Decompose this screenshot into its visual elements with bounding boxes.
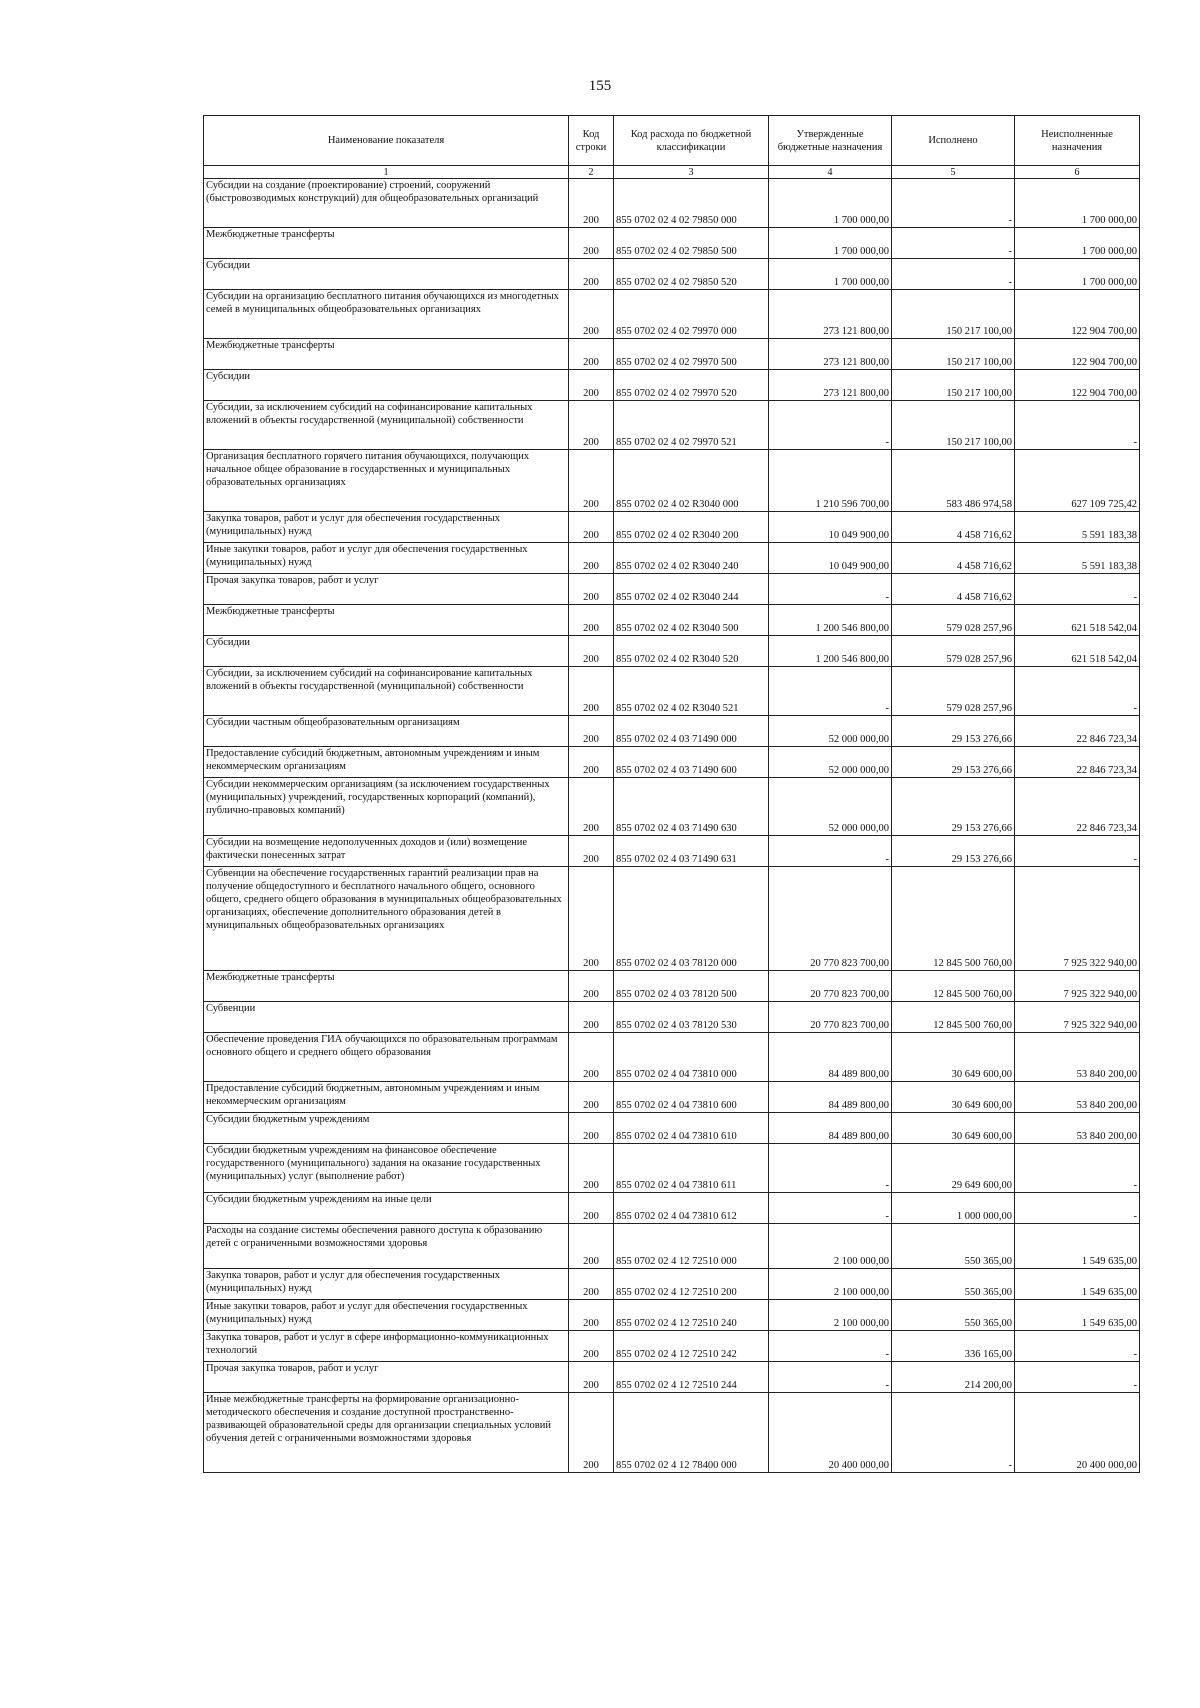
approved-amount-cell: - xyxy=(769,1362,892,1393)
line-code-cell: 200 xyxy=(569,716,614,747)
budget-code-cell: 855 0702 02 4 02 79850 520 xyxy=(614,259,769,290)
line-code-cell: 200 xyxy=(569,1082,614,1113)
approved-amount-cell: 10 049 900,00 xyxy=(769,512,892,543)
executed-amount-cell: - xyxy=(892,259,1015,290)
executed-amount-cell: 30 649 600,00 xyxy=(892,1113,1015,1144)
unexecuted-amount-cell: - xyxy=(1015,574,1140,605)
line-code-cell: 200 xyxy=(569,1033,614,1082)
unexecuted-amount-cell: 621 518 542,04 xyxy=(1015,636,1140,667)
table-row xyxy=(204,179,1140,228)
table-row xyxy=(204,1331,1140,1362)
budget-code-cell: 855 0702 02 4 02 R3040 000 xyxy=(614,450,769,512)
executed-amount-cell: - xyxy=(892,179,1015,228)
approved-amount-cell: 84 489 800,00 xyxy=(769,1033,892,1082)
indicator-name-cell: Иные закупки товаров, работ и услуг для обеспечения государственных (муниципальных) нужд xyxy=(204,543,569,574)
indicator-name-cell: Обеспечение проведения ГИА обучающихся по образовательным программам основного общего и среднего общего образования xyxy=(204,1033,569,1082)
unexecuted-amount-cell: - xyxy=(1015,401,1140,450)
line-code-cell: 200 xyxy=(569,971,614,1002)
indicator-name-cell: Закупка товаров, работ и услуг для обеспечения государственных (муниципальных) нужд xyxy=(204,512,569,543)
line-code-cell: 200 xyxy=(569,401,614,450)
unexecuted-amount-cell: 1 700 000,00 xyxy=(1015,259,1140,290)
column-number: 2 xyxy=(569,166,614,179)
line-code-cell: 200 xyxy=(569,450,614,512)
approved-amount-cell: 1 200 546 800,00 xyxy=(769,605,892,636)
unexecuted-amount-cell: - xyxy=(1015,1362,1140,1393)
executed-amount-cell: 12 845 500 760,00 xyxy=(892,867,1015,971)
executed-amount-cell: 550 365,00 xyxy=(892,1224,1015,1269)
executed-amount-cell: 579 028 257,96 xyxy=(892,636,1015,667)
table-row xyxy=(204,450,1140,512)
budget-code-cell: 855 0702 02 4 12 78400 000 xyxy=(614,1393,769,1473)
indicator-name-cell: Прочая закупка товаров, работ и услуг xyxy=(204,574,569,605)
executed-amount-cell: 336 165,00 xyxy=(892,1331,1015,1362)
header-name: Наименование показателя xyxy=(204,116,569,166)
header-approved: Утвержденные бюджетные назначения xyxy=(769,116,892,166)
indicator-name-cell: Субсидии, за исключением субсидий на софинансирование капитальных вложений в объекты государственной (муниципальной) собственности xyxy=(204,401,569,450)
line-code-cell: 200 xyxy=(569,605,614,636)
unexecuted-amount-cell: 1 549 635,00 xyxy=(1015,1269,1140,1300)
executed-amount-cell: 214 200,00 xyxy=(892,1362,1015,1393)
executed-amount-cell: 29 649 600,00 xyxy=(892,1144,1015,1193)
budget-code-cell: 855 0702 02 4 02 R3040 240 xyxy=(614,543,769,574)
executed-amount-cell: 4 458 716,62 xyxy=(892,574,1015,605)
table-row xyxy=(204,259,1140,290)
budget-code-cell: 855 0702 02 4 02 R3040 520 xyxy=(614,636,769,667)
executed-amount-cell: - xyxy=(892,1393,1015,1473)
table-row xyxy=(204,401,1140,450)
approved-amount-cell: 1 700 000,00 xyxy=(769,179,892,228)
executed-amount-cell: 579 028 257,96 xyxy=(892,605,1015,636)
unexecuted-amount-cell: 621 518 542,04 xyxy=(1015,605,1140,636)
indicator-name-cell: Предоставление субсидий бюджетным, автономным учреждениям и иным некоммерческим организациям xyxy=(204,1082,569,1113)
indicator-name-cell: Иные закупки товаров, работ и услуг для обеспечения государственных (муниципальных) нужд xyxy=(204,1300,569,1331)
column-number: 4 xyxy=(769,166,892,179)
executed-amount-cell: 583 486 974,58 xyxy=(892,450,1015,512)
indicator-name-cell: Межбюджетные трансферты xyxy=(204,605,569,636)
budget-code-cell: 855 0702 02 4 03 78120 530 xyxy=(614,1002,769,1033)
approved-amount-cell: 1 210 596 700,00 xyxy=(769,450,892,512)
executed-amount-cell: 4 458 716,62 xyxy=(892,512,1015,543)
line-code-cell: 200 xyxy=(569,259,614,290)
budget-code-cell: 855 0702 02 4 03 78120 000 xyxy=(614,867,769,971)
executed-amount-cell: 150 217 100,00 xyxy=(892,370,1015,401)
executed-amount-cell: 30 649 600,00 xyxy=(892,1033,1015,1082)
approved-amount-cell: 1 700 000,00 xyxy=(769,259,892,290)
budget-code-cell: 855 0702 02 4 12 72510 240 xyxy=(614,1300,769,1331)
unexecuted-amount-cell: - xyxy=(1015,1144,1140,1193)
header-unexecuted: Неисполненные назначения xyxy=(1015,116,1140,166)
table-row xyxy=(204,667,1140,716)
table-row xyxy=(204,1300,1140,1331)
table-row xyxy=(204,339,1140,370)
table-row xyxy=(204,836,1140,867)
unexecuted-amount-cell: - xyxy=(1015,1331,1140,1362)
budget-code-cell: 855 0702 02 4 04 73810 611 xyxy=(614,1144,769,1193)
indicator-name-cell: Субсидии на создание (проектирование) строений, сооружений (быстровозводимых конструкций) для общеобразовательных организаций xyxy=(204,179,569,228)
line-code-cell: 200 xyxy=(569,1331,614,1362)
budget-code-cell: 855 0702 02 4 02 79850 000 xyxy=(614,179,769,228)
executed-amount-cell: 4 458 716,62 xyxy=(892,543,1015,574)
line-code-cell: 200 xyxy=(569,667,614,716)
approved-amount-cell: - xyxy=(769,836,892,867)
line-code-cell: 200 xyxy=(569,512,614,543)
line-code-cell: 200 xyxy=(569,1144,614,1193)
table-row xyxy=(204,1193,1140,1224)
table-row xyxy=(204,971,1140,1002)
table-row xyxy=(204,867,1140,971)
budget-code-cell: 855 0702 02 4 02 79970 520 xyxy=(614,370,769,401)
budget-code-cell: 855 0702 02 4 04 73810 610 xyxy=(614,1113,769,1144)
table-row xyxy=(204,290,1140,339)
unexecuted-amount-cell: 22 846 723,34 xyxy=(1015,778,1140,836)
unexecuted-amount-cell: - xyxy=(1015,1193,1140,1224)
budget-code-cell: 855 0702 02 4 12 72510 200 xyxy=(614,1269,769,1300)
unexecuted-amount-cell: 53 840 200,00 xyxy=(1015,1033,1140,1082)
unexecuted-amount-cell: 22 846 723,34 xyxy=(1015,747,1140,778)
header-executed: Исполнено xyxy=(892,116,1015,166)
unexecuted-amount-cell: 7 925 322 940,00 xyxy=(1015,867,1140,971)
approved-amount-cell: 20 770 823 700,00 xyxy=(769,867,892,971)
budget-code-cell: 855 0702 02 4 02 79970 500 xyxy=(614,339,769,370)
line-code-cell: 200 xyxy=(569,290,614,339)
budget-code-cell: 855 0702 02 4 02 R3040 244 xyxy=(614,574,769,605)
column-number: 5 xyxy=(892,166,1015,179)
indicator-name-cell: Субсидии xyxy=(204,636,569,667)
table-row xyxy=(204,1362,1140,1393)
executed-amount-cell: 29 153 276,66 xyxy=(892,836,1015,867)
unexecuted-amount-cell: 22 846 723,34 xyxy=(1015,716,1140,747)
table-row xyxy=(204,716,1140,747)
table-row xyxy=(204,574,1140,605)
indicator-name-cell: Закупка товаров, работ и услуг в сфере информационно-коммуникационных технологий xyxy=(204,1331,569,1362)
table-row xyxy=(204,1393,1140,1473)
executed-amount-cell: - xyxy=(892,228,1015,259)
table-row xyxy=(204,1269,1140,1300)
unexecuted-amount-cell: 5 591 183,38 xyxy=(1015,512,1140,543)
unexecuted-amount-cell: 5 591 183,38 xyxy=(1015,543,1140,574)
table-row xyxy=(204,747,1140,778)
unexecuted-amount-cell: 627 109 725,42 xyxy=(1015,450,1140,512)
line-code-cell: 200 xyxy=(569,179,614,228)
executed-amount-cell: 12 845 500 760,00 xyxy=(892,971,1015,1002)
line-code-cell: 200 xyxy=(569,1224,614,1269)
line-code-cell: 200 xyxy=(569,1393,614,1473)
executed-amount-cell: 579 028 257,96 xyxy=(892,667,1015,716)
unexecuted-amount-cell: 122 904 700,00 xyxy=(1015,339,1140,370)
approved-amount-cell: 52 000 000,00 xyxy=(769,778,892,836)
table-row xyxy=(204,228,1140,259)
approved-amount-cell: 1 700 000,00 xyxy=(769,228,892,259)
executed-amount-cell: 1 000 000,00 xyxy=(892,1193,1015,1224)
executed-amount-cell: 150 217 100,00 xyxy=(892,401,1015,450)
line-code-cell: 200 xyxy=(569,867,614,971)
line-code-cell: 200 xyxy=(569,339,614,370)
indicator-name-cell: Организация бесплатного горячего питания обучающихся, получающих начальное общее образование в государственных и муниципальных образовательных организациях xyxy=(204,450,569,512)
approved-amount-cell: 273 121 800,00 xyxy=(769,339,892,370)
approved-amount-cell: 2 100 000,00 xyxy=(769,1300,892,1331)
line-code-cell: 200 xyxy=(569,1002,614,1033)
indicator-name-cell: Иные межбюджетные трансферты на формирование организационно-методического обеспечения и создание доступной пространственно-развивающей образовательной среды для организации специальных условий обучения детей с ограниченными возможностями здоровья xyxy=(204,1393,569,1473)
indicator-name-cell: Субсидии частным общеобразовательным организациям xyxy=(204,716,569,747)
unexecuted-amount-cell: 20 400 000,00 xyxy=(1015,1393,1140,1473)
line-code-cell: 200 xyxy=(569,1193,614,1224)
budget-code-cell: 855 0702 02 4 03 71490 630 xyxy=(614,778,769,836)
indicator-name-cell: Межбюджетные трансферты xyxy=(204,228,569,259)
indicator-name-cell: Субвенции на обеспечение государственных гарантий реализации прав на получение общедоступного и бесплатного начального общего, основного общего, среднего общего образования в муниципальных общеобразовательных организациях, обеспечение дополнительного образования детей в муниципальных общеобразовательных организациях xyxy=(204,867,569,971)
line-code-cell: 200 xyxy=(569,370,614,401)
approved-amount-cell: - xyxy=(769,401,892,450)
approved-amount-cell: - xyxy=(769,1193,892,1224)
budget-code-cell: 855 0702 02 4 04 73810 000 xyxy=(614,1033,769,1082)
unexecuted-amount-cell: 7 925 322 940,00 xyxy=(1015,1002,1140,1033)
table-row xyxy=(204,1002,1140,1033)
approved-amount-cell: 1 200 546 800,00 xyxy=(769,636,892,667)
indicator-name-cell: Субсидии xyxy=(204,259,569,290)
indicator-name-cell: Субсидии бюджетным учреждениям на финансовое обеспечение государственного (муниципального) задания на оказание государственных (муниципальных) услуг (выполнение работ) xyxy=(204,1144,569,1193)
unexecuted-amount-cell: 53 840 200,00 xyxy=(1015,1113,1140,1144)
executed-amount-cell: 29 153 276,66 xyxy=(892,716,1015,747)
executed-amount-cell: 29 153 276,66 xyxy=(892,778,1015,836)
indicator-name-cell: Субсидии xyxy=(204,370,569,401)
approved-amount-cell: 20 770 823 700,00 xyxy=(769,971,892,1002)
approved-amount-cell: 20 770 823 700,00 xyxy=(769,1002,892,1033)
unexecuted-amount-cell: 1 700 000,00 xyxy=(1015,179,1140,228)
indicator-name-cell: Межбюджетные трансферты xyxy=(204,971,569,1002)
column-number: 1 xyxy=(204,166,569,179)
line-code-cell: 200 xyxy=(569,543,614,574)
table-row xyxy=(204,1144,1140,1193)
executed-amount-cell: 550 365,00 xyxy=(892,1300,1015,1331)
unexecuted-amount-cell: 53 840 200,00 xyxy=(1015,1082,1140,1113)
approved-amount-cell: - xyxy=(769,1144,892,1193)
indicator-name-cell: Субвенции xyxy=(204,1002,569,1033)
table-row xyxy=(204,1033,1140,1082)
table-row xyxy=(204,1224,1140,1269)
indicator-name-cell: Субсидии бюджетным учреждениям xyxy=(204,1113,569,1144)
table-row xyxy=(204,1113,1140,1144)
indicator-name-cell: Закупка товаров, работ и услуг для обеспечения государственных (муниципальных) нужд xyxy=(204,1269,569,1300)
approved-amount-cell: 84 489 800,00 xyxy=(769,1082,892,1113)
header-kbk: Код расхода по бюджетной классификации xyxy=(614,116,769,166)
approved-amount-cell: 20 400 000,00 xyxy=(769,1393,892,1473)
approved-amount-cell: 273 121 800,00 xyxy=(769,290,892,339)
unexecuted-amount-cell: 122 904 700,00 xyxy=(1015,290,1140,339)
budget-code-cell: 855 0702 02 4 02 R3040 200 xyxy=(614,512,769,543)
budget-code-cell: 855 0702 02 4 04 73810 600 xyxy=(614,1082,769,1113)
indicator-name-cell: Межбюджетные трансферты xyxy=(204,339,569,370)
table-row xyxy=(204,778,1140,836)
indicator-name-cell: Прочая закупка товаров, работ и услуг xyxy=(204,1362,569,1393)
unexecuted-amount-cell: - xyxy=(1015,667,1140,716)
column-number: 3 xyxy=(614,166,769,179)
unexecuted-amount-cell: 1 549 635,00 xyxy=(1015,1300,1140,1331)
indicator-name-cell: Субсидии, за исключением субсидий на софинансирование капитальных вложений в объекты государственной (муниципальной) собственности xyxy=(204,667,569,716)
line-code-cell: 200 xyxy=(569,574,614,605)
line-code-cell: 200 xyxy=(569,1113,614,1144)
line-code-cell: 200 xyxy=(569,747,614,778)
line-code-cell: 200 xyxy=(569,228,614,259)
line-code-cell: 200 xyxy=(569,1300,614,1331)
unexecuted-amount-cell: - xyxy=(1015,836,1140,867)
executed-amount-cell: 150 217 100,00 xyxy=(892,290,1015,339)
approved-amount-cell: 2 100 000,00 xyxy=(769,1224,892,1269)
page-number: 155 xyxy=(588,78,612,94)
budget-code-cell: 855 0702 02 4 02 79850 500 xyxy=(614,228,769,259)
table-row xyxy=(204,1082,1140,1113)
unexecuted-amount-cell: 1 549 635,00 xyxy=(1015,1224,1140,1269)
column-number-row xyxy=(204,166,1140,179)
approved-amount-cell: 273 121 800,00 xyxy=(769,370,892,401)
budget-code-cell: 855 0702 02 4 02 79970 521 xyxy=(614,401,769,450)
budget-code-cell: 855 0702 02 4 02 R3040 500 xyxy=(614,605,769,636)
unexecuted-amount-cell: 1 700 000,00 xyxy=(1015,228,1140,259)
line-code-cell: 200 xyxy=(569,836,614,867)
budget-code-cell: 855 0702 02 4 03 78120 500 xyxy=(614,971,769,1002)
executed-amount-cell: 30 649 600,00 xyxy=(892,1082,1015,1113)
budget-code-cell: 855 0702 02 4 03 71490 600 xyxy=(614,747,769,778)
unexecuted-amount-cell: 122 904 700,00 xyxy=(1015,370,1140,401)
executed-amount-cell: 12 845 500 760,00 xyxy=(892,1002,1015,1033)
budget-code-cell: 855 0702 02 4 12 72510 242 xyxy=(614,1331,769,1362)
executed-amount-cell: 150 217 100,00 xyxy=(892,339,1015,370)
indicator-name-cell: Предоставление субсидий бюджетным, автономным учреждениям и иным некоммерческим организациям xyxy=(204,747,569,778)
table-row xyxy=(204,636,1140,667)
approved-amount-cell: 84 489 800,00 xyxy=(769,1113,892,1144)
indicator-name-cell: Расходы на создание системы обеспечения равного доступа к образованию детей с ограниченными возможностями здоровья xyxy=(204,1224,569,1269)
budget-code-cell: 855 0702 02 4 03 71490 631 xyxy=(614,836,769,867)
table-row xyxy=(204,543,1140,574)
indicator-name-cell: Субсидии бюджетным учреждениям на иные цели xyxy=(204,1193,569,1224)
header-line-code: Код строки xyxy=(569,116,614,166)
line-code-cell: 200 xyxy=(569,778,614,836)
approved-amount-cell: - xyxy=(769,1331,892,1362)
indicator-name-cell: Субсидии на возмещение недополученных доходов и (или) возмещение фактически понесенных затрат xyxy=(204,836,569,867)
budget-report-table xyxy=(203,115,1140,1473)
line-code-cell: 200 xyxy=(569,1362,614,1393)
table-row xyxy=(204,605,1140,636)
approved-amount-cell: 52 000 000,00 xyxy=(769,747,892,778)
approved-amount-cell: - xyxy=(769,574,892,605)
table-body xyxy=(204,179,1140,1473)
budget-code-cell: 855 0702 02 4 04 73810 612 xyxy=(614,1193,769,1224)
budget-code-cell: 855 0702 02 4 02 R3040 521 xyxy=(614,667,769,716)
budget-code-cell: 855 0702 02 4 02 79970 000 xyxy=(614,290,769,339)
line-code-cell: 200 xyxy=(569,1269,614,1300)
table-row xyxy=(204,370,1140,401)
indicator-name-cell: Субсидии некоммерческим организациям (за исключением государственных (муниципальных) учреждений, государственных корпораций (компаний), публично-правовых компаний) xyxy=(204,778,569,836)
approved-amount-cell: 10 049 900,00 xyxy=(769,543,892,574)
table-header xyxy=(204,116,1140,179)
executed-amount-cell: 29 153 276,66 xyxy=(892,747,1015,778)
line-code-cell: 200 xyxy=(569,636,614,667)
approved-amount-cell: - xyxy=(769,667,892,716)
column-number: 6 xyxy=(1015,166,1140,179)
budget-code-cell: 855 0702 02 4 12 72510 000 xyxy=(614,1224,769,1269)
indicator-name-cell: Субсидии на организацию бесплатного питания обучающихся из многодетных семей в муниципальных общеобразовательных организациях xyxy=(204,290,569,339)
approved-amount-cell: 52 000 000,00 xyxy=(769,716,892,747)
budget-code-cell: 855 0702 02 4 03 71490 000 xyxy=(614,716,769,747)
budget-code-cell: 855 0702 02 4 12 72510 244 xyxy=(614,1362,769,1393)
table-row xyxy=(204,512,1140,543)
approved-amount-cell: 2 100 000,00 xyxy=(769,1269,892,1300)
executed-amount-cell: 550 365,00 xyxy=(892,1269,1015,1300)
unexecuted-amount-cell: 7 925 322 940,00 xyxy=(1015,971,1140,1002)
